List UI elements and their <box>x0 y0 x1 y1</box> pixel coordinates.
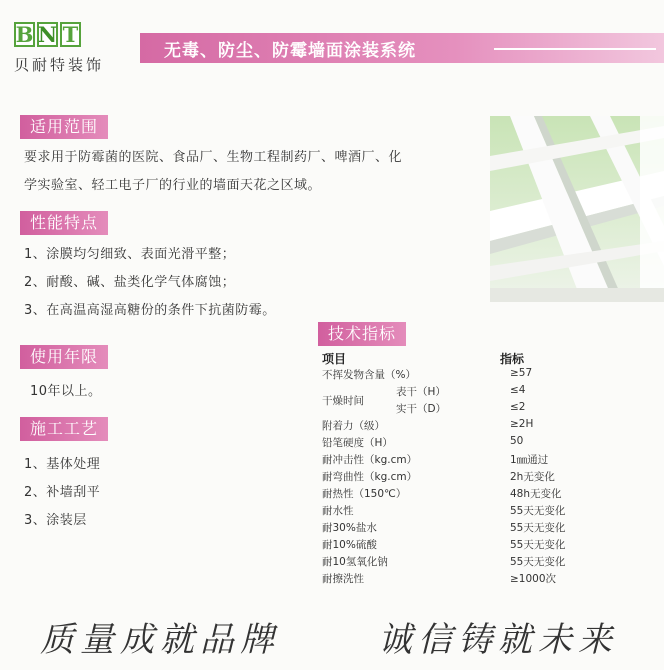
feature-item-1: 1、涂膜均匀细致、表面光滑平整； <box>24 247 236 262</box>
scope-line-1: 要求用于防霉菌的医院、食品厂、生物工程制药厂、啤酒厂、化 <box>24 150 403 165</box>
spec-value: 55天无变化 <box>510 539 566 551</box>
ceiling-photo-illustration <box>490 116 664 302</box>
spec-name-drying: 干燥时间 <box>322 395 364 407</box>
spec-row <box>322 435 592 452</box>
spec-name: 铅笔硬度（H） <box>322 437 393 449</box>
spec-value: 48h无变化 <box>510 488 562 500</box>
page-title: 无毒、防尘、防霉墙面涂装系统 <box>164 40 416 61</box>
spec-name: 耐冲击性（kg.cm） <box>322 454 418 466</box>
section-heading-features: 性能特点 <box>20 211 108 235</box>
logo-letter-b: B <box>15 22 34 47</box>
spec-value: ≤4 <box>510 384 526 396</box>
spec-row <box>322 418 592 435</box>
spec-row <box>322 503 592 520</box>
section-heading-scope: 适用范围 <box>20 115 108 139</box>
spec-value: 50 <box>510 435 524 447</box>
section-heading-lifespan: 使用年限 <box>20 345 108 369</box>
logo-letter-n: N <box>37 22 58 47</box>
spec-col-item: 项目 <box>322 352 347 366</box>
process-item-3: 3、涂装层 <box>24 513 87 528</box>
spec-name: 耐30%盐水 <box>322 522 377 534</box>
spec-name: 耐弯曲性（kg.cm） <box>322 471 418 483</box>
lifespan-text: 10年以上。 <box>30 384 102 399</box>
spec-name: 耐10%硫酸 <box>322 539 377 551</box>
spec-name: 耐擦洗性 <box>322 573 364 585</box>
brand-logo <box>14 22 114 75</box>
spec-row-drying <box>322 384 592 418</box>
spec-name: 附着力（级） <box>322 420 385 432</box>
spec-value: ≥1000次 <box>510 573 557 585</box>
spec-value: ≤2 <box>510 401 526 413</box>
spec-value: ≥2H <box>510 418 534 430</box>
spec-row <box>322 537 592 554</box>
spec-row <box>322 486 592 503</box>
spec-name: 不挥发物含量（%） <box>322 369 416 381</box>
spec-row <box>322 452 592 469</box>
logo-brand-name: 贝耐特装饰 <box>14 56 105 74</box>
spec-name: 表干（H） <box>396 386 446 398</box>
spec-value: 55天无变化 <box>510 556 566 568</box>
logo-mark <box>14 22 114 47</box>
spec-row <box>322 571 592 588</box>
spec-value: 1㎜通过 <box>510 454 549 466</box>
logo-letter-t: T <box>60 22 81 47</box>
spec-name: 耐热性（150℃） <box>322 488 407 500</box>
feature-item-2: 2、耐酸、碱、盐类化学气体腐蚀； <box>24 275 236 290</box>
process-item-1: 1、基体处理 <box>24 457 101 472</box>
spec-name: 耐10氢氧化钠 <box>322 556 388 568</box>
spec-value: 55天无变化 <box>510 522 566 534</box>
ceiling-photo <box>490 116 664 302</box>
feature-item-3: 3、在高温高湿高糖份的条件下抗菌防霉。 <box>24 303 276 318</box>
spec-row <box>322 554 592 571</box>
spec-row <box>322 367 592 384</box>
spec-row <box>322 520 592 537</box>
spec-row <box>322 469 592 486</box>
spec-table-header <box>322 350 592 367</box>
spec-table <box>322 350 592 588</box>
spec-value: 55天无变化 <box>510 505 566 517</box>
slogan-left: 质量成就品牌 <box>40 620 280 660</box>
title-rule <box>494 48 656 50</box>
spec-col-value: 指标 <box>500 352 525 366</box>
spec-name: 实干（D） <box>396 403 447 415</box>
scope-line-2: 学实验室、轻工电子厂的行业的墙面天花之区域。 <box>24 178 322 193</box>
process-item-2: 2、补墙刮平 <box>24 485 101 500</box>
slogan-right: 诚信铸就未来 <box>378 620 618 660</box>
spec-value: 2h无变化 <box>510 471 555 483</box>
spec-value: ≥57 <box>510 367 533 379</box>
spec-name: 耐水性 <box>322 505 354 517</box>
section-heading-specs: 技术指标 <box>318 322 406 346</box>
section-heading-process: 施工工艺 <box>20 417 108 441</box>
